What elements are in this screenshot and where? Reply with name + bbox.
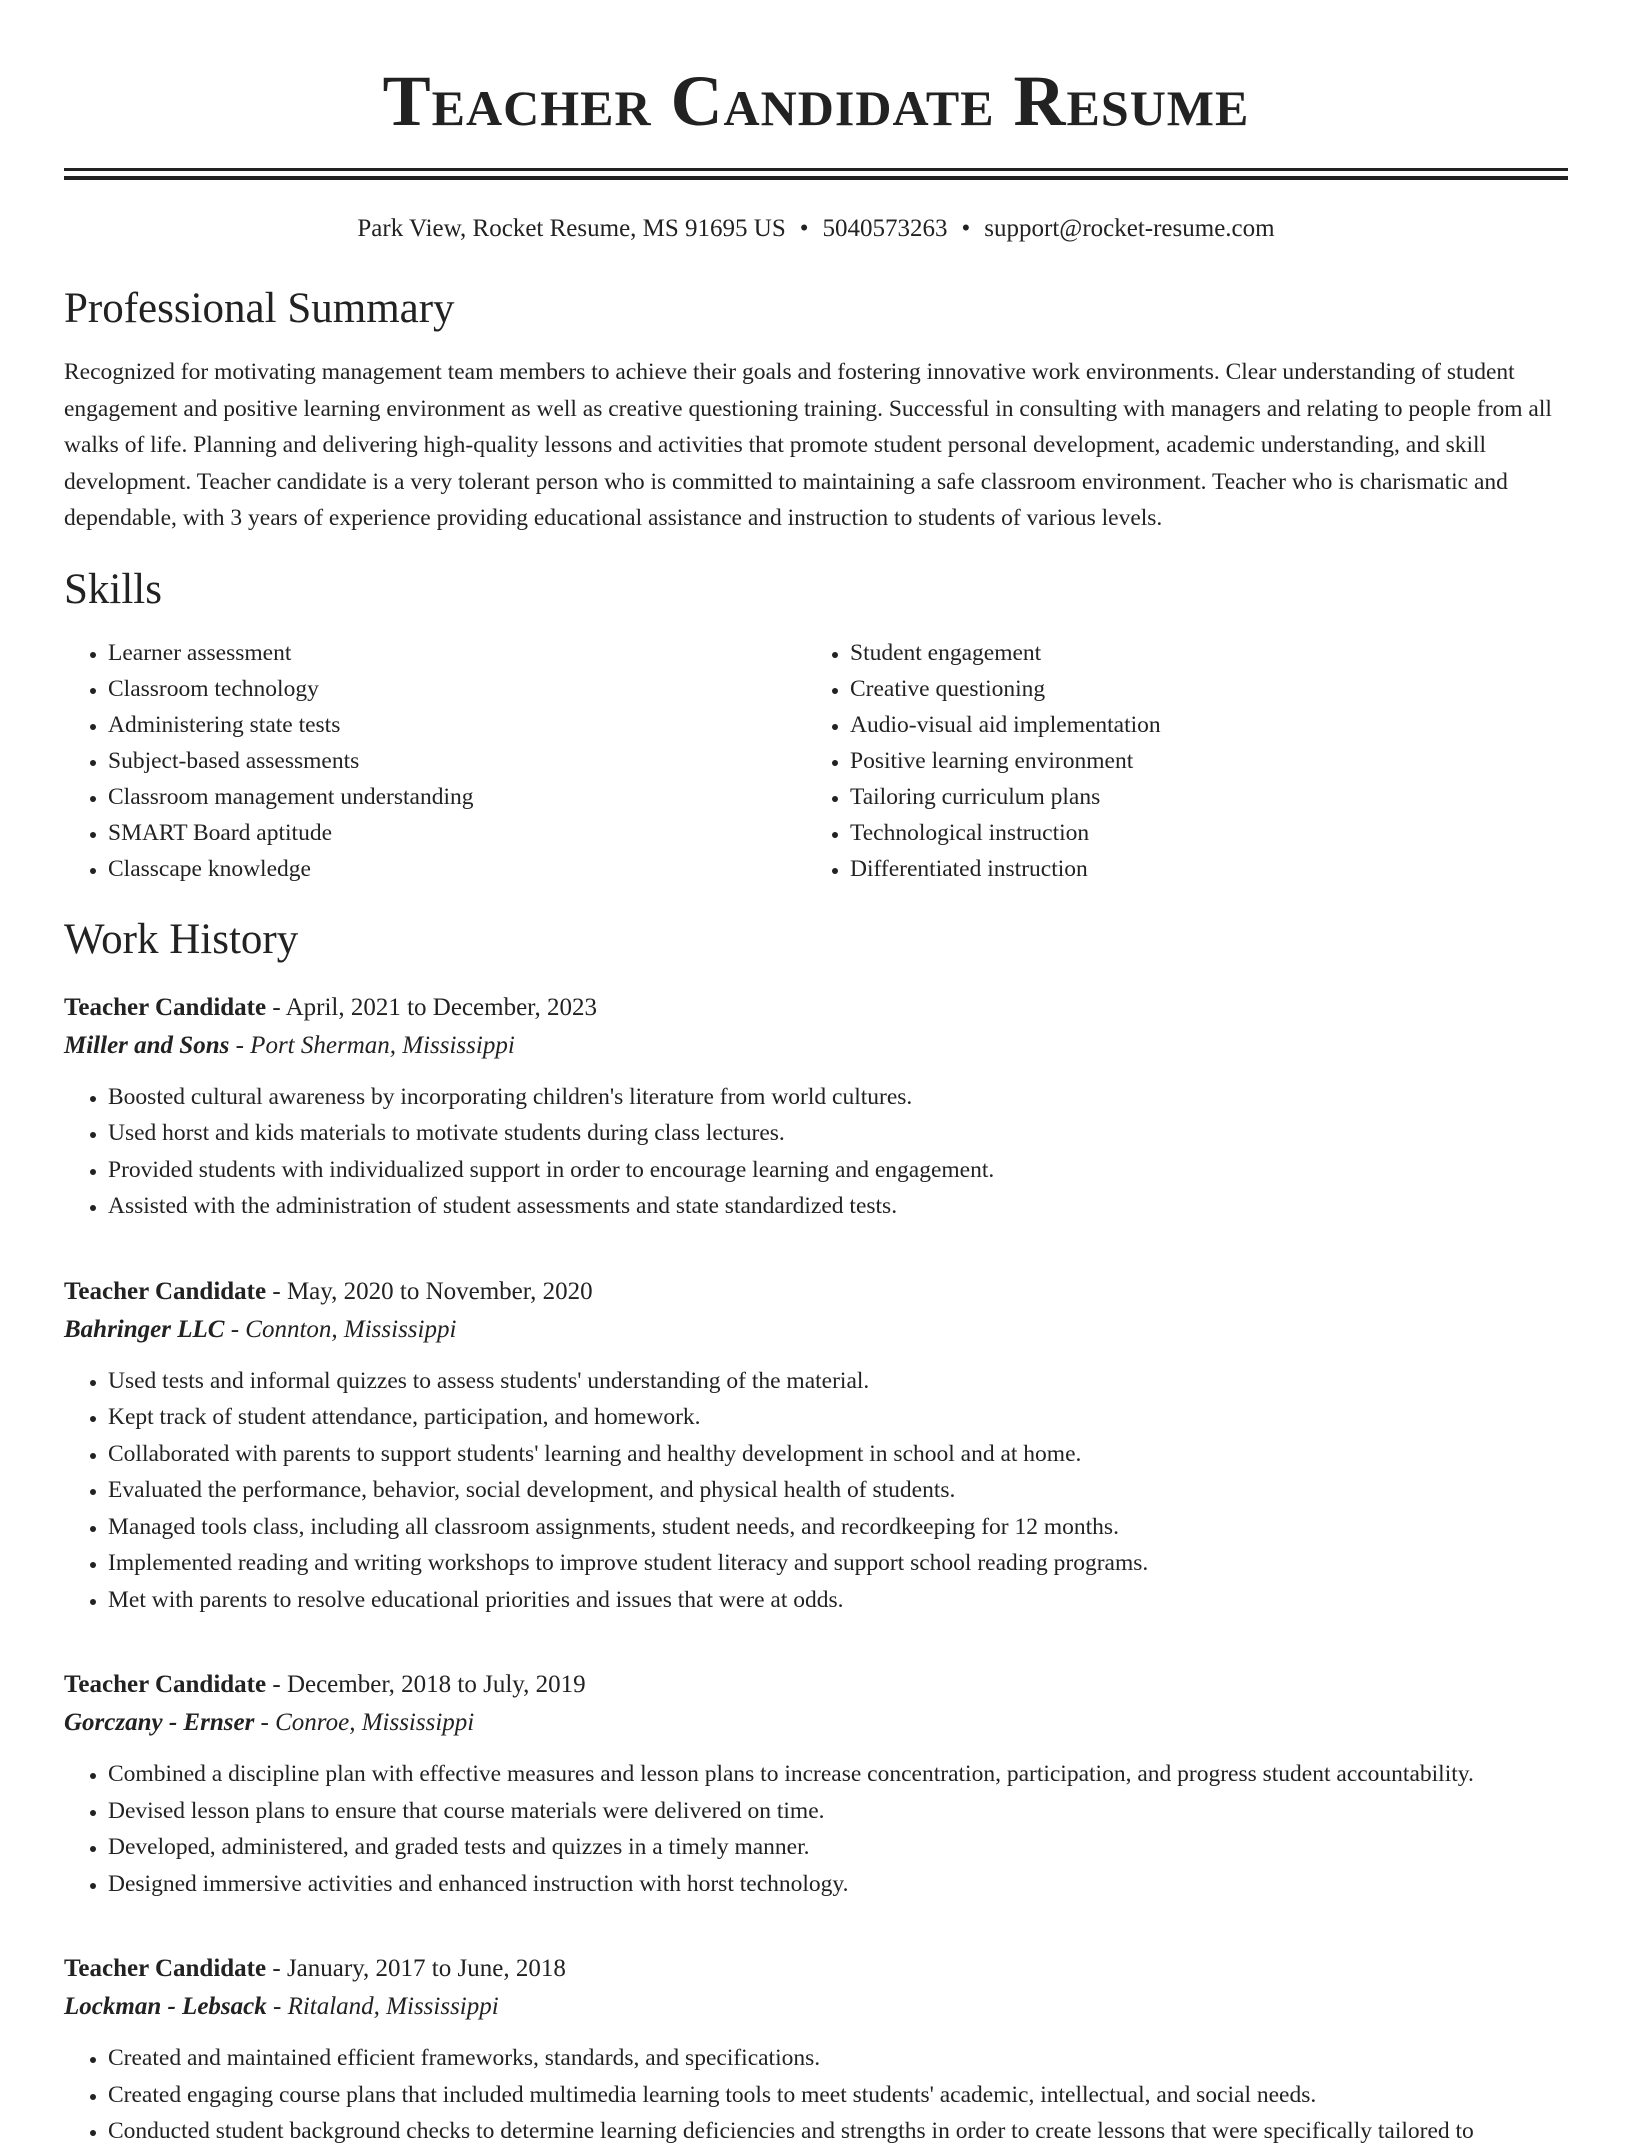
resume-title: Teacher Candidate Resume bbox=[382, 61, 1250, 141]
job-role: Teacher Candidate bbox=[64, 1671, 267, 1698]
job-bullet: • Implemented reading and writing workshops to improve student literacy and support school reading programs. bbox=[108, 1545, 1568, 1582]
skill-item: • Technological instruction bbox=[850, 815, 1548, 851]
skill-item: • Audio-visual aid implementation bbox=[850, 707, 1548, 743]
job-location: Port Sherman, Mississippi bbox=[250, 1031, 515, 1059]
summary-heading: Professional Summary bbox=[64, 285, 455, 332]
job-bullet: • Boosted cultural awareness by incorporating children's literature from world cultures. bbox=[108, 1079, 1568, 1116]
job-company: Gorczany - Ernser bbox=[64, 1709, 255, 1736]
job-dates: April, 2021 to December, 2023 bbox=[285, 993, 597, 1021]
job-bullet: • Created engaging course plans that included multimedia learning tools to meet students' academic, intellectual, and social needs. bbox=[108, 2077, 1568, 2114]
job-bullet: • Devised lesson plans to ensure that course materials were delivered on time. bbox=[108, 1793, 1568, 1830]
skill-item: • Administering state tests bbox=[108, 707, 806, 743]
job-role: Teacher Candidate bbox=[64, 1955, 267, 1982]
skills-column-right bbox=[806, 635, 1548, 887]
job-company: Bahringer LLC bbox=[64, 1315, 225, 1343]
job-role: Teacher Candidate bbox=[64, 1277, 267, 1305]
job-location: Ritaland, Mississippi bbox=[287, 1993, 499, 2020]
job-employer: Gorczany - Ernser - Conroe, Mississippi bbox=[64, 1709, 475, 1736]
job-location: Connton, Mississippi bbox=[245, 1315, 457, 1343]
skill-item: • SMART Board aptitude bbox=[108, 815, 806, 851]
job-bullet: • Used tests and informal quizzes to assess students' understanding of the material. bbox=[108, 1363, 1568, 1400]
skill-item: • Differentiated instruction bbox=[850, 851, 1548, 887]
skill-item: • Positive learning environment bbox=[850, 743, 1548, 779]
job-bullets bbox=[64, 1079, 1568, 1225]
job-bullet: • Combined a discipline plan with effective measures and lesson plans to increase concentration, participation, and progress student accountability. bbox=[108, 1756, 1568, 1793]
job-bullets bbox=[64, 2040, 1568, 2150]
job-entry bbox=[64, 1950, 1568, 2150]
job-bullet: • Conducted student background checks to determine learning deficiencies and strengths in order to create lessons that were specifically tailored to bbox=[108, 2113, 1568, 2150]
job-bullet: • Used horst and kids materials to motivate students during class lectures. bbox=[108, 1115, 1568, 1152]
job-employer: Lockman - Lebsack - Ritaland, Mississippi bbox=[64, 1993, 499, 2020]
job-bullet: • Kept track of student attendance, participation, and homework. bbox=[108, 1399, 1568, 1436]
job-entry bbox=[64, 989, 1568, 1225]
job-company: Lockman - Lebsack bbox=[64, 1993, 267, 2020]
job-bullets bbox=[64, 1363, 1568, 1619]
skill-item: • Student engagement bbox=[850, 635, 1548, 671]
job-bullet: • Met with parents to resolve educational priorities and issues that were at odds. bbox=[108, 1582, 1568, 1619]
skill-item: • Learner assessment bbox=[108, 635, 806, 671]
job-header: Teacher Candidate - May, 2020 to November, 2020 bbox=[64, 1277, 593, 1305]
job-bullet: • Evaluated the performance, behavior, social development, and physical health of students. bbox=[108, 1472, 1568, 1509]
job-entry bbox=[64, 1666, 1568, 1902]
job-header: Teacher Candidate - April, 2021 to December, 2023 bbox=[64, 993, 597, 1021]
skills-list bbox=[64, 635, 1568, 887]
skill-item: • Tailoring curriculum plans bbox=[850, 779, 1548, 815]
contact-separator: • bbox=[961, 215, 971, 242]
contact-line bbox=[64, 214, 1568, 244]
job-bullet: • Provided students with individualized support in order to encourage learning and engagement. bbox=[108, 1152, 1568, 1189]
job-employer: Bahringer LLC - Connton, Mississippi bbox=[64, 1315, 457, 1343]
contact-phone: 5040573263 bbox=[822, 215, 948, 242]
skill-item: • Creative questioning bbox=[850, 671, 1548, 707]
work-history-heading: Work History bbox=[64, 915, 299, 963]
job-dates: January, 2017 to June, 2018 bbox=[286, 1955, 566, 1982]
job-bullet: • Developed, administered, and graded tests and quizzes in a timely manner. bbox=[108, 1829, 1568, 1866]
title-rule-top bbox=[64, 168, 1568, 171]
skills-column-left bbox=[64, 635, 806, 887]
job-bullet: • Managed tools class, including all classroom assignments, student needs, and recordkeeping for 12 months. bbox=[108, 1509, 1568, 1546]
job-header: Teacher Candidate - January, 2017 to June, 2018 bbox=[64, 1955, 566, 1982]
job-bullet: • Designed immersive activities and enhanced instruction with horst technology. bbox=[108, 1866, 1568, 1903]
job-company: Miller and Sons bbox=[64, 1031, 230, 1059]
job-location: Conroe, Mississippi bbox=[275, 1709, 475, 1736]
skills-heading: Skills bbox=[64, 565, 162, 613]
job-bullets bbox=[64, 1756, 1568, 1902]
title-rule-bottom bbox=[64, 176, 1568, 180]
skill-item: • Classroom technology bbox=[108, 671, 806, 707]
skill-item: • Classcape knowledge bbox=[108, 851, 806, 887]
skill-item: • Subject-based assessments bbox=[108, 743, 806, 779]
job-dates: December, 2018 to July, 2019 bbox=[286, 1671, 586, 1698]
contact-address: Park View, Rocket Resume, MS 91695 US bbox=[357, 215, 786, 242]
job-bullet: • Collaborated with parents to support students' learning and healthy development in school and at home. bbox=[108, 1436, 1568, 1473]
contact-email: support@rocket-resume.com bbox=[984, 215, 1275, 242]
job-role: Teacher Candidate bbox=[64, 993, 267, 1021]
job-bullet: • Assisted with the administration of student assessments and state standardized tests. bbox=[108, 1188, 1568, 1225]
job-employer: Miller and Sons - Port Sherman, Mississippi bbox=[64, 1031, 515, 1059]
job-dates: May, 2020 to November, 2020 bbox=[286, 1277, 593, 1305]
job-bullet: • Created and maintained efficient frameworks, standards, and specifications. bbox=[108, 2040, 1568, 2077]
resume-page bbox=[64, 0, 1568, 2150]
job-header: Teacher Candidate - December, 2018 to July, 2019 bbox=[64, 1671, 586, 1698]
contact-separator: • bbox=[799, 215, 809, 242]
summary-text: Recognized for motivating management team members to achieve their goals and fostering innovative work environments. Clear understanding of student engagement and positive learning environment as well as creative questioning training. Successful in consulting with managers and relating to people from all walks of life. Planning and delivering high-quality lessons and activities that promote student personal development, academic understanding, and skill development. Teacher candidate is a very tolerant person who is committed to maintaining a safe classroom environment. Teacher who is charismatic and dependable, with 3 years of experience providing educational assistance and instruction to students of various levels. bbox=[64, 359, 1552, 531]
skill-item: • Classroom management understanding bbox=[108, 779, 806, 815]
job-entry bbox=[64, 1273, 1568, 1619]
